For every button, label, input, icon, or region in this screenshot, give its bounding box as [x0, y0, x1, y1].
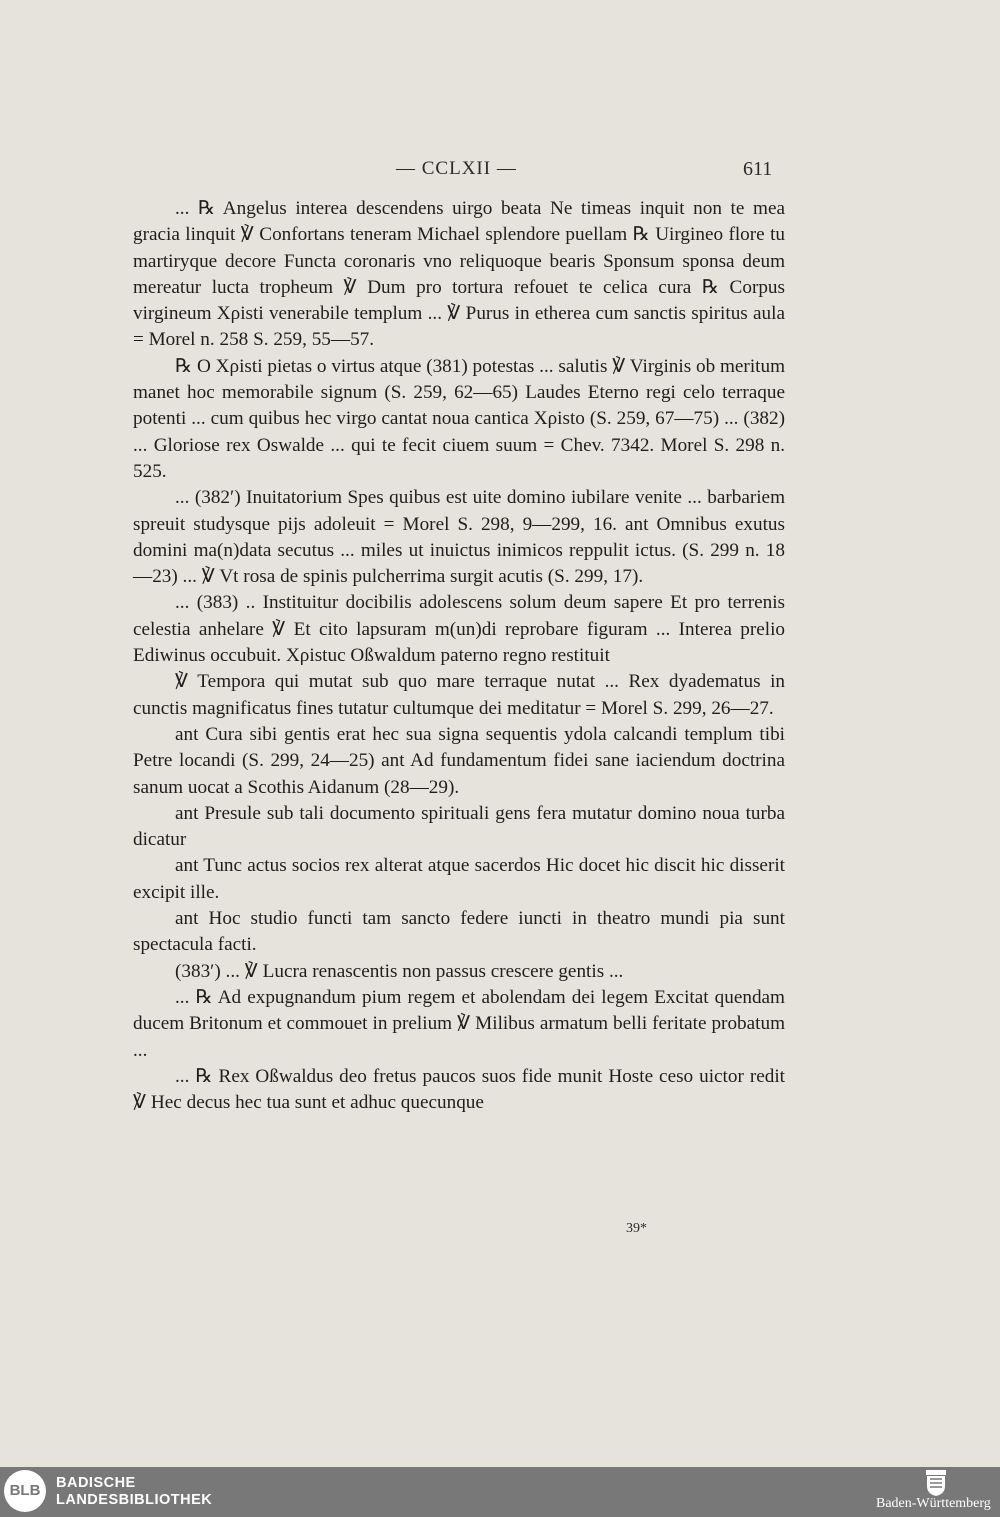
chapter-title: — CCLXII — — [396, 158, 517, 179]
coat-of-arms-icon — [925, 1469, 947, 1497]
signature-mark: 39* — [626, 1221, 647, 1236]
paragraph: ℣ Tempora qui mutat sub quo mare terraque nutat ... Rex dyadematus in cunctis magnificatus fines tutatur cultumque dei meditatur = Morel S. 299, 26—27. — [133, 671, 785, 719]
paragraph: ant Hoc studio functi tam sancto federe iuncti in theatro mundi pia sunt spectacula facti. — [133, 908, 785, 956]
library-name-line2: LANDESBIBLIOTHEK — [56, 1492, 213, 1508]
paragraph: ... (382′) Inuitatorium Spes quibus est uite domino iubilare venite ... barbariem spreuit studysque pijs adoleuit = Morel S. 298, 9—299, 16. ant Omnibus exutus domini ma(n)data secutus ... miles ut inuictus inimicos reppulit ictus. (S. 299 n. 18—23) ... ℣ Vt rosa de spinis pulcherrima surgit acutis (S. 299, 17). — [133, 487, 785, 588]
paragraph: ant Cura sibi gentis erat hec sua signa sequentis ydola calcandi templum tibi Petre locandi (S. 299, 24—25) ant Ad fundamentum fidei sane iaciendum doctrina sanum uocat a Scothis Aidanum (28—29). — [133, 723, 785, 798]
library-name-line1: BADISCHE — [56, 1475, 136, 1491]
library-name[interactable] — [56, 1475, 212, 1509]
footer-bar — [0, 1467, 1000, 1517]
paragraph: (383′) ... ℣ Lucra renascentis non passus crescere gentis ... — [175, 960, 624, 982]
state-name: Baden-Württemberg — [876, 1496, 991, 1511]
blb-logo[interactable]: BLB — [4, 1470, 46, 1512]
body-text — [133, 196, 785, 1116]
paragraph: ... ℞ Rex Oßwaldus deo fretus paucos suos fide munit Hoste ceso uictor redit ℣ Hec decus hec tua sunt et adhuc quecunque — [133, 1065, 785, 1114]
paragraph: ... ℞ Ad expugnandum pium regem et abolendam dei legem Excitat quendam ducem Britonum et commouet in prelium ℣ Milibus armatum belli feritate probatum ... — [133, 986, 785, 1061]
paragraph: ... ℞ Angelus interea descendens uirgo beata Ne timeas inquit non te mea gracia linquit ℣ Confortans teneram Michael splendore puellam ℞ Uirgineo flore tu martiryque decore Functa coronaris vno reliquoque bearis Sponsum sponsa deum mereatur lucta tropheum ℣ Dum pro tortura refouet te celica cura ℞ Corpus virgineum Xρisti venerabile templum ... ℣ Purus in etherea cum sanctis spiritus aula = Morel n. 258 S. 259, 55—57. — [133, 198, 785, 351]
paragraph: ... (383) .. Instituitur docibilis adolescens solum deum sapere Et pro terrenis celestia anhelare ℣ Et cito lapsuram m(un)di reprobare figuram ... Interea prelio Ediwinus occubuit. Xρistuc Oßwaldum paterno regno restituit — [133, 592, 785, 667]
paragraph: ant Presule sub tali documento spirituali gens fera mutatur domino noua turba dicatur — [133, 802, 785, 851]
page-number: 611 — [743, 158, 773, 180]
paragraph: ℞ O Xρisti pietas o virtus atque (381) potestas ... salutis ℣ Virginis ob meritum manet hoc memorabile signum (S. 259, 62—65) Laudes Eterno regi celo terraque potenti ... cum quibus hec virgo cantat noua cantica Xρisto (S. 259, 67—75) ... (382) ... Gloriose rex Oswalde ... qui te fecit ciuem suum = Chev. 7342. Morel S. 298 n. 525. — [133, 355, 785, 482]
running-head — [0, 154, 1000, 184]
paragraph: ant Tunc actus socios rex alterat atque sacerdos Hic docet hic discit hic disserit excipit ille. — [133, 855, 785, 903]
